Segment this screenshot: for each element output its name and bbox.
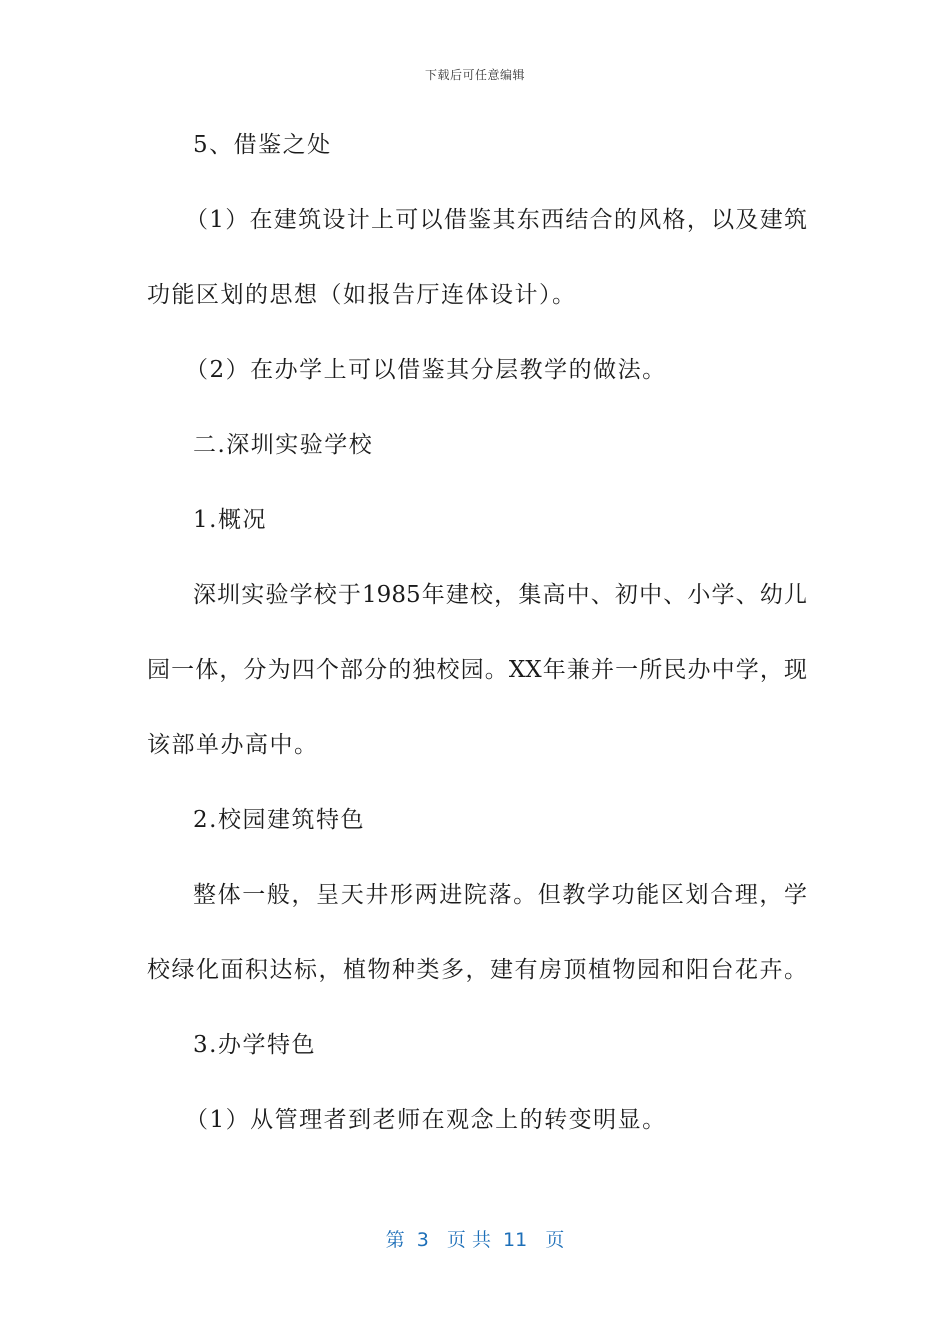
subheading-school-features: 3.办学特色 [193,1032,316,1058]
paragraph-line: （1）从管理者到老师在观念上的转变明显。 [185,1107,667,1133]
paragraph-line: 整体一般，呈天井形两进院落。但教学功能区划合理，学 [193,882,807,908]
paragraph-line: （1）在建筑设计上可以借鉴其东西结合的风格，以及建筑 [185,207,807,233]
subheading-campus-architecture: 2.校园建筑特色 [193,807,365,833]
page-number-footer: 第 3 页 共 11 页 [385,1229,565,1251]
paragraph-line: 深圳实验学校于1985年建校，集高中、初中、小学、幼儿 [193,582,807,608]
paragraph-line: （2）在办学上可以借鉴其分层教学的做法。 [185,357,667,383]
paragraph-line: 园一体，分为四个部分的独校园。XX年兼并一所民办中学，现 [147,657,807,683]
section-heading-shenzhen-school: 二.深圳实验学校 [193,432,374,458]
header-note: 下载后可任意编辑 [424,68,525,82]
paragraph-line: 校绿化面积达标，植物种类多，建有房顶植物园和阳台花卉。 [147,957,807,983]
subheading-overview: 1.概况 [193,507,267,533]
paragraph-line: 该部单办高中。 [147,732,319,758]
heading-reference-points: 5、借鉴之处 [193,132,332,158]
paragraph-line: 功能区划的思想（如报告厅连体设计）。 [147,282,577,308]
